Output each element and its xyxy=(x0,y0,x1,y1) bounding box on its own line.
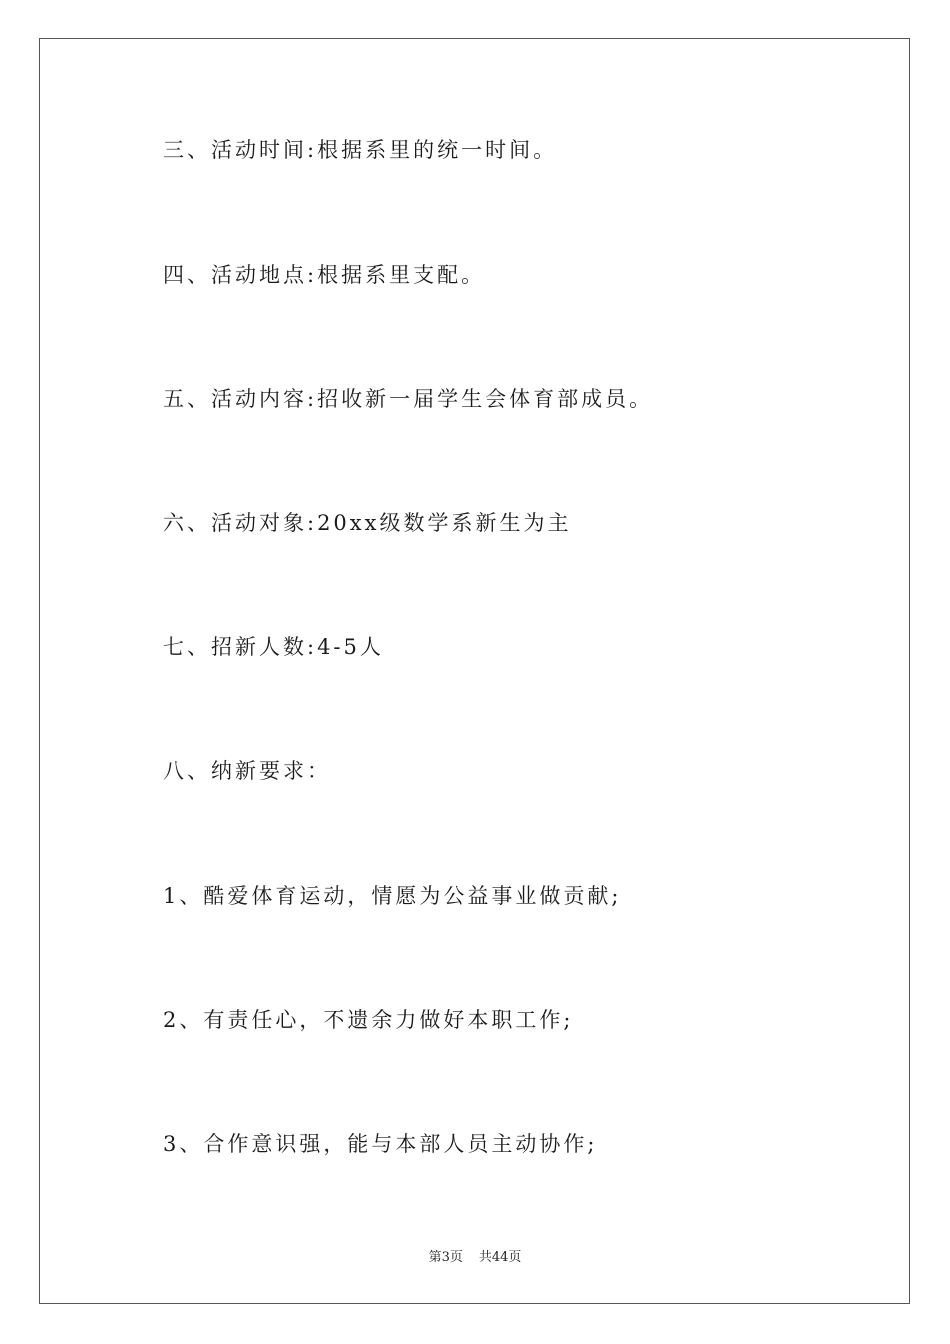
paragraph-requirement-3: 3、合作意识强，能与本部人员主动协作; xyxy=(163,1132,598,1156)
page-footer xyxy=(0,1246,950,1265)
paragraph-requirement-2: 2、有责任心，不遗余力做好本职工作; xyxy=(163,1008,574,1032)
page-number: 第3页 xyxy=(428,1250,463,1265)
paragraph-requirements-heading: 八、纳新要求： xyxy=(163,759,331,783)
paragraph-activity-time: 三、活动时间:根据系里的统一时间。 xyxy=(163,138,558,162)
paragraph-recruit-number: 七、招新人数:4-5人 xyxy=(163,635,384,659)
paragraph-activity-content: 五、活动内容:招收新一届学生会体育部成员。 xyxy=(163,387,654,411)
page-border xyxy=(39,38,910,1304)
paragraph-requirement-1: 1、酷爱体育运动，情愿为公益事业做贡献; xyxy=(163,884,622,908)
paragraph-activity-location: 四、活动地点:根据系里支配。 xyxy=(163,263,486,287)
total-pages: 共44页 xyxy=(478,1250,522,1265)
paragraph-activity-target: 六、活动对象:20xx级数学系新生为主 xyxy=(163,511,572,535)
